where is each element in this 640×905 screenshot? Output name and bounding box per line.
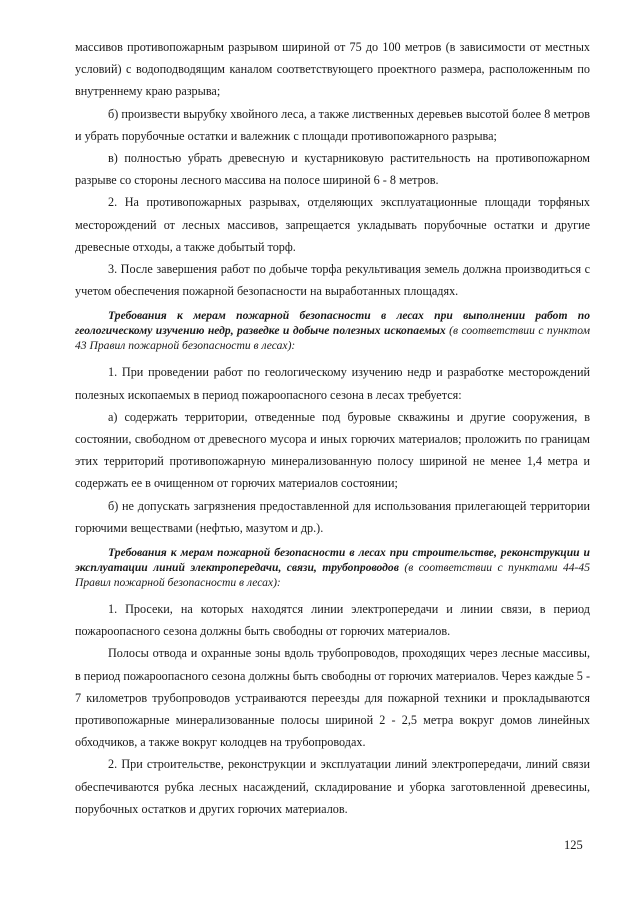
section-heading-lines xyxy=(75,545,590,590)
section-heading-lines-title: Требования к мерам пожарной безопасности в лесах при строительстве, реконструкции и эксплуатации линий электропередачи, связи, трубопроводов xyxy=(75,546,590,575)
section-heading-geology-title: Требования к мерам пожарной безопасности в лесах при выполнении работ по геологическому изучению недр, разведке и добыче полезных ископаемых xyxy=(75,309,590,338)
paragraph-pipelines: Полосы отвода и охранные зоны вдоль трубопроводов, проходящих через лесные массивы, в период пожароопасного сезона должны быть свободны от горючих материалов. Через каждые 5 - 7 километров трубопроводов устраиваются переезды для пожарной техники и прокладываются противопожарные минерализованные полосы шириной 2 - 2,5 метра вокруг домов линейных обходчиков, а также вокруг колодцев на трубопроводах. xyxy=(75,646,590,750)
paragraph-lines-1: 1. Просеки, на которых находятся линии электропередачи и линии связи, в период пожароопасного сезона должны быть свободны от горючих материалов. xyxy=(75,602,590,639)
section-heading-geology xyxy=(75,308,590,353)
paragraph-peat-firebreaks: 2. На противопожарных разрывах, отделяющих эксплуатационные площади торфяных месторождений от лесных массивов, запрещается укладывать порубочные остатки и другие древесные отходы, а также добытый торф. xyxy=(75,195,590,254)
paragraph-peat-recultivation: 3. После завершения работ по добыче торфа рекультивация земель должна производиться с учетом обеспечения пожарной безопасности на выработанных площадях. xyxy=(75,262,590,299)
paragraph-geology-a: а) содержать территории, отведенные под буровые скважины и другие сооружения, в состоянии, свободном от древесного мусора и иных горючих материалов; проложить по границам этих территорий противопожарную минерализованную полосу шириной не менее 1,4 метра и содержать ее в очищенном от горючих материалов состоянии; xyxy=(75,409,590,491)
paragraph-item-b-cutting: б) произвести вырубку хвойного леса, а также лиственных деревьев высотой более 8 метров и убрать порубочные остатки и валежник с площади противопожарного разрыва; xyxy=(75,106,590,143)
paragraph-geology-b: б) не допускать загрязнения предоставленной для использования прилегающей территории горючими веществами (нефтью, мазутом и др.). xyxy=(75,498,590,535)
section-heading-geology-note: (в соответствии с пунктом 43 Правил пожарной безопасности в лесах): xyxy=(75,324,591,353)
paragraph-item-v-clearing: в) полностью убрать древесную и кустарниковую растительность на противопожарном разрыве со стороны лесного массива на полосе шириной 6 - 8 метров. xyxy=(75,151,590,188)
spacer xyxy=(75,353,590,361)
paragraph-lines-2: 2. При строительстве, реконструкции и эксплуатации линий электропередачи, линий связи обеспечиваются рубка лесных насаждений, складирование и уборка заготовленной древесины, порубочных остатков и других горючих материалов. xyxy=(75,757,590,816)
paragraph-geology-1: 1. При проведении работ по геологическому изучению недр и разработке месторождений полезных ископаемых в период пожароопасного сезона в лесах требуется: xyxy=(75,365,590,402)
spacer xyxy=(75,590,590,598)
page-number: 125 xyxy=(564,838,583,852)
paragraph-firebreak-continuation: массивов противопожарным разрывом шириной от 75 до 100 метров (в зависимости от местных условий) с водоподводящим каналом соответствующего проектного размера, расположенным по внутреннему краю разрыва; xyxy=(75,40,590,99)
page-content xyxy=(75,36,590,820)
section-heading-lines-note: (в соответствии с пунктами 44-45 Правил пожарной безопасности в лесах): xyxy=(75,561,590,590)
